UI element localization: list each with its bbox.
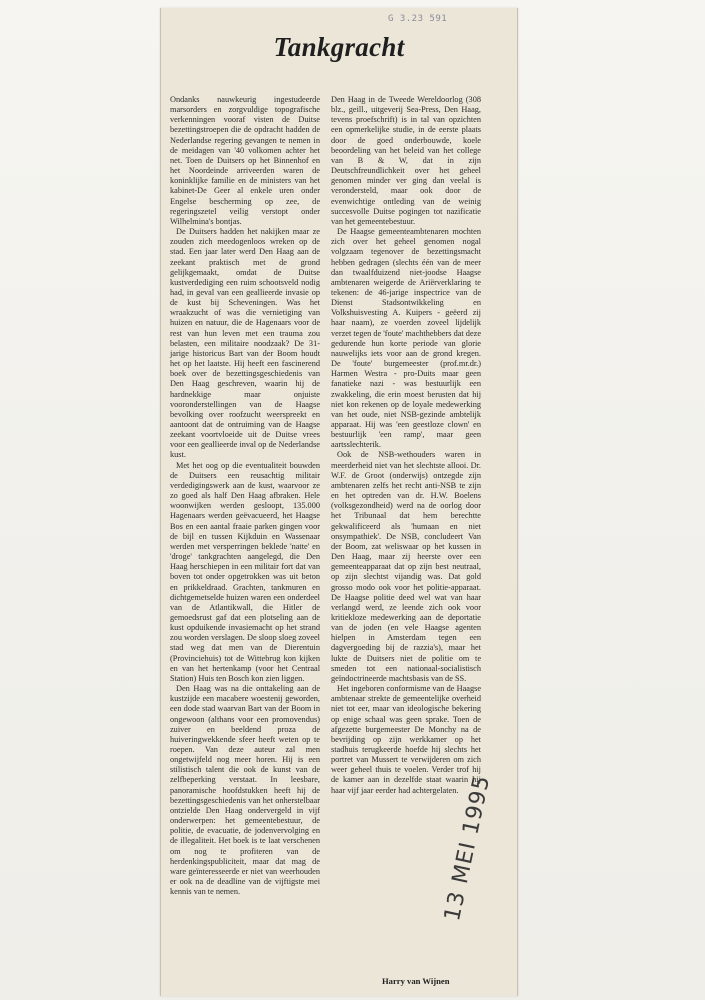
paragraph: Met het oog op die eventualiteit bouwden de Duitsers een reusachtig militair verdedigingswerk aan de kust, waarvoor ze zo goed als half Den Haag afbraken. Hele woonwijken werden gesloopt, 135.000 Hagenaars werden geëvacueerd, het Haagse Bos en een aantal fraaie parken gingen voor de bijl en tussen Kijkduin en Wassenaar werden met versperringen beklede 'natte' en 'droge' tankgrachten aangelegd, die Den Haag herschiepen in een militair fort dat van boven tot onder opgetrokken was uit beton en prikkeldraad. Grachten, tankmuren en dichtgemetselde huizen waren een onderdeel van de Atlantikwall, die Hitler de gemoedsrust gaf dat een plotseling aan de kust opduikende invasiemacht op het strand zou worden verslagen. De sloop sloeg zoveel stad weg dat men van de Dierentuin (Provinciehuis) tot de Wittebrug kon kijken en van het hertenkamp (voor het Centraal Station) Huis ten Bosch kon zien liggen. <box>170 460 320 683</box>
paragraph: De Duitsers hadden het nakijken maar ze zouden zich meedogenloos wreken op de stad. Een jaar later werd Den Haag aan de zeekant praktisch met de grond gelijkgemaakt, omdat de Duitse kustverdediging een ruim schootsveld nodig had, in geval van een geallieerde invasie op de kust bij Scheveningen. Was het wraakzucht of was die vernietiging van huizen en natuur, die de Hagenaars voor de rest van hun leven met een trauma zou belasten, een militaire noodzaak? De 31-jarige historicus Bart van der Boom houdt het op het laatste. Hij heeft een fascinerend boek over de bezettingsgeschiedenis van Den Haag geschreven, waarin hij de hardnekkige maar onjuiste vooronderstellingen van de Haagse bevolking over roofzucht weerspreekt en aantoont dat de ontruiming van de Haagse zeekant voortvloeide uit de Duitse vrees voor een geallieerde inval op de Nederlandse kust. <box>170 227 320 460</box>
byline: Harry van Wijnen <box>382 976 450 986</box>
paragraph: Ondanks nauwkeurig ingestudeerde marsorders en zorgvuldige topografische verkenningen vooraf visten de Duitse bezettingstroepen die de opdracht hadden de Nederlandse regering gevangen te nemen in de meidagen van '40 volkomen achter het net. Toen de Duitsers op het Binnenhof en het Noordeinde arriveerden waren de koninklijke familie en de ministers van het kabinet-De Geer al enkele uren onder Engelse bescherming op zee, de regeringszetel veilig verstopt onder Wilhelmina's bontjas. <box>170 95 320 226</box>
paragraph: Ook de NSB-wethouders waren in meerderheid niet van het slechtste allooi. Dr. W.F. de Groot (onderwijs) ontzegde zijn ambtenaren zelfs het recht anti-NSB te zijn en het optreden van dr. H.W. Boelens (volksgezondheid) werd na de oorlog door het Tribunaal dat hem berechtte gekwalificeerd als 'humaan en niet onsympathiek'. De NSB, concludeert Van der Boom, zat weliswaar op het kussen in Den Haag, maar zij heerste over een gemeenteapparaat dat op zijn best neutraal, op zijn slechtst vijandig was. Dat gold grosso modo ook voor het politie-apparaat. De Haagse politie deed wel wat van haar verlangd werd, ze leende zich ook voor kritiekloze medewerking aan de deportatie van de joden (en vele Haagse agenten hielpen in Amsterdam tegen een dagvergoeding bij de razzia's), maar het lukte de Duitsers niet de politie om te smeden tot een nationaal-socialistisch geïndoctrineerde machtsbasis van de SS. <box>331 450 481 683</box>
headline: Tankgracht <box>273 32 405 62</box>
right-column <box>331 95 481 796</box>
handwritten-date: 13 MEI 1995 <box>440 772 496 924</box>
left-column <box>170 95 320 897</box>
paragraph: Het ingeboren conformisme van de Haagse ambtenaar strekte de gemeentelijke overheid niet tot eer, maar van ideologische bekering op enige schaal was geen sprake. Toen de afgezette burgemeester De Monchy na de bevrijding op zijn werkkamer op het stadhuis terugkeerde hoefde hij slechts het portret van Mussert te verwijderen om zich weer geheel thuis te voelen. Verder trof hij de kamer aan in dezelfde staat waarin hij haar vijf jaar eerder had achtergelaten. <box>331 684 481 795</box>
paragraph: De Haagse gemeenteambtenaren mochten zich over het geheel genomen nogal volgzaam tegenover de bezettingsmacht hebben gedragen (slechts één van de meer dan twaalfduizend niet-joodse Haagse ambtenaren weigerde de Ariërverklaring te tekenen: de 46-jarige inspectrice van de Dienst Stadsontwikkeling en Volkshuisvesting A. Kuipers - geëerd zij haar naam), ze voerden zoveel lijdelijk verzet tegen de 'foute' machthebbers dat deze gedurende hun korte periode van glorie nauwelijks iets voor aan de grond kregen. De 'foute' burgemeester (prof.mr.dr.) Harmen Westra - pro-Duits maar geen fanatieke nazi - was bestuurlijk een zwakkeling, die erin moest berusten dat hij niet kon rekenen op de loyale medewerking van het oude, niet NSB-gezinde ambtelijk apparaat. Hij was 'een geestloze clown' en bestuurlijk 'een ramp', maar geen aartsslechterik. <box>331 227 481 450</box>
archive-number: G 3.23 591 <box>388 14 448 24</box>
paragraph: Den Haag was na die onttakeling aan de kustzijde een macabere woestenij geworden, een dode stad waarvan Bart van der Boom in ongewoon (althans voor een promovendus) zuiver en beeldend proza de huiveringwekkende sfeer heeft weten op te roepen. Van deze auteur zal men ongetwijfeld nog meer horen. Hij is een stilistisch talent die ook de kunst van de zelfbeperking verstaat. In leesbare, panoramische hoofdstukken heeft hij de bezettingsgeschiedenis van het onherstelbaar ontzielde Den Haag ondervergeld in vijf onderwerpen: het gemeentebestuur, de politie, de evacuatie, de jodenvervolging en de illegaliteit. Het boek is te laat verschenen om nog te profiteren van de herdenkingspubliciteit, maar dat mag de ware geïnteresseerde er niet van weerhouden er ook na de deadline van de vijftigste mei kennis van te nemen. <box>170 684 320 897</box>
paragraph: Den Haag in de Tweede Wereldoorlog (308 blz., geill., uitgeverij Sea-Press, Den Haag, tevens proefschrift) is in tal van opzichten een opmerkelijke studie, in de eerste plaats door de goed onderbouwde, koele beoordeling van het beleid van het college van B & W, dat in zijn Deutschfreundlichkeit over het geheel genomen minder ver ging dan veelal is verondersteld, maar ook door de evenwichtige ontleding van de weinig succesvolle Duitse pogingen tot nazificatie van het gemeentebestuur. <box>331 95 481 226</box>
